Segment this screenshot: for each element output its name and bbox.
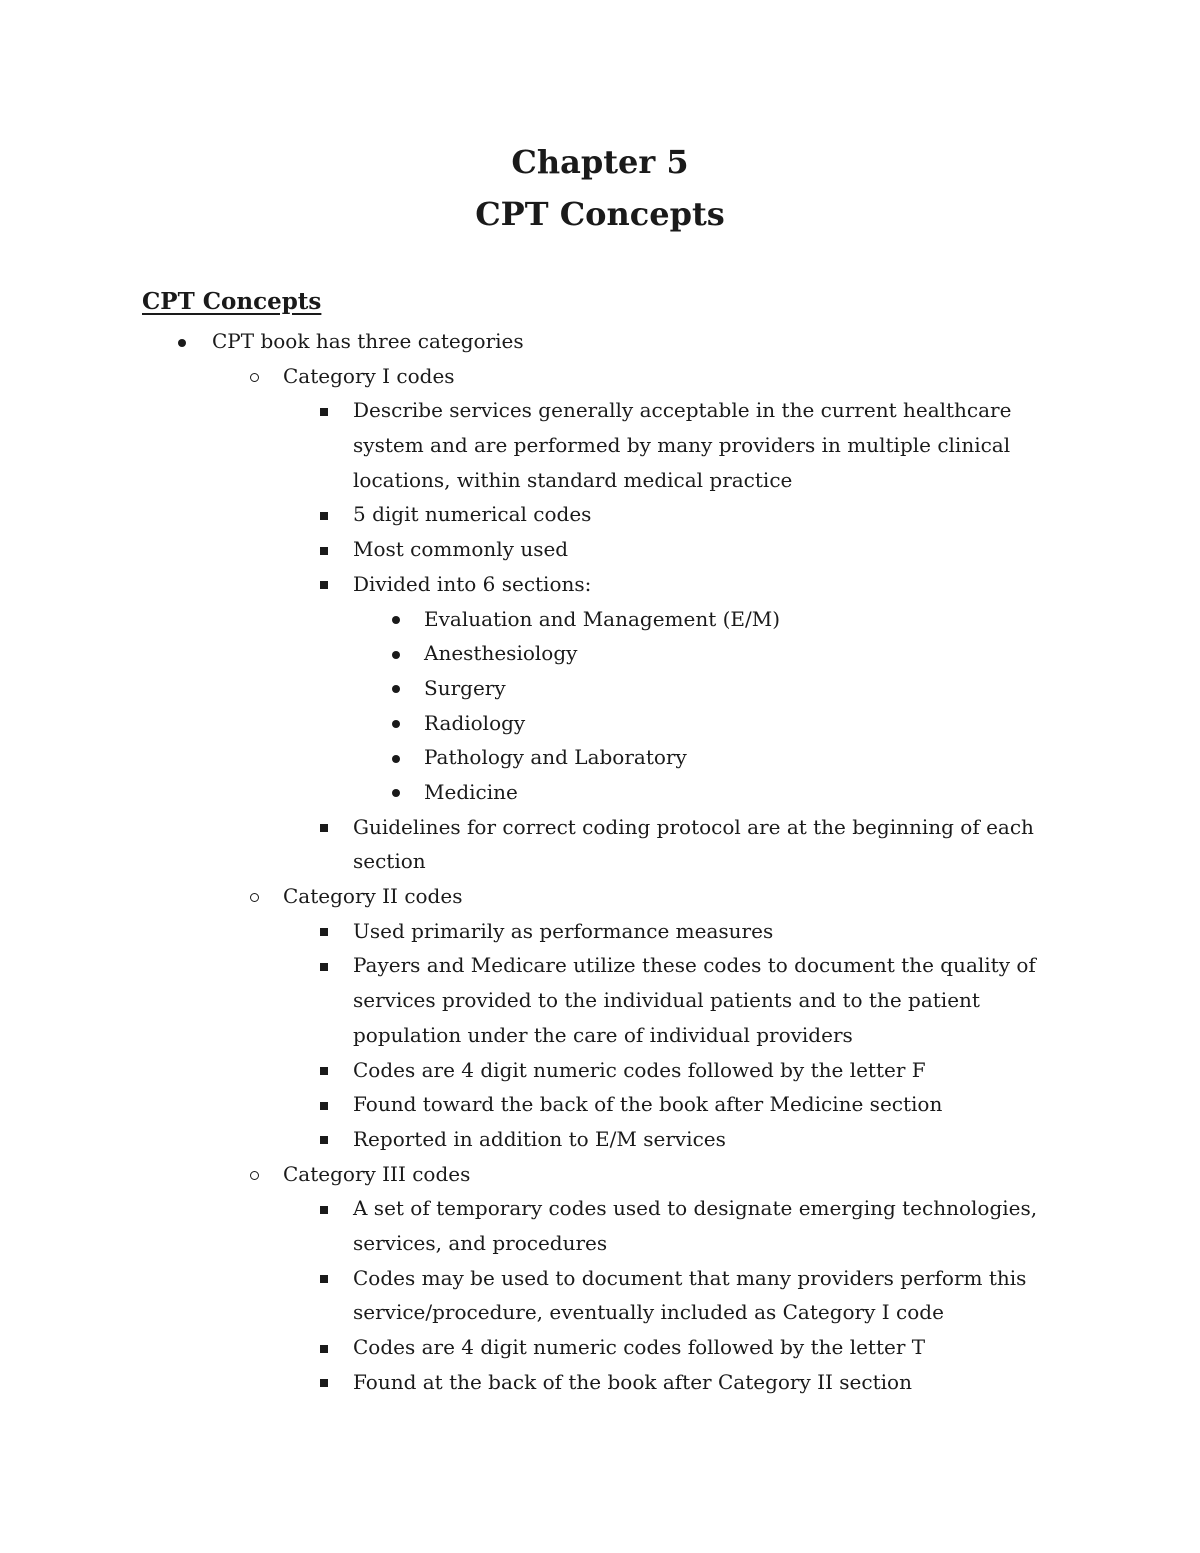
bullet-dot-icon: [386, 636, 406, 671]
list-item-text: Anesthesiology: [424, 641, 578, 666]
list-item-text: Found toward the back of the book after Medicine section: [353, 1092, 943, 1117]
list-item: [0, 1365, 1200, 1400]
list-item: [0, 1330, 1200, 1365]
bullet-dot-icon: [386, 671, 406, 706]
chapter-number: Chapter 5: [511, 143, 689, 181]
list-item-text: Codes are 4 digit numeric codes followed by the letter F: [353, 1057, 926, 1082]
category-label: Category I codes: [283, 363, 455, 388]
bullet-square-icon: [314, 1087, 334, 1122]
list-item: [0, 1122, 1200, 1157]
list-item: [0, 775, 1200, 810]
list-item: [0, 497, 1200, 532]
bullet-square-icon: [314, 914, 334, 949]
list-item: [0, 706, 1200, 741]
list-item: [0, 1191, 1200, 1260]
bullet-square-icon: [314, 1330, 334, 1365]
list-item-text: 5 digit numerical codes: [353, 502, 592, 527]
bullet-dot-icon: [386, 706, 406, 741]
document-title: [0, 136, 1200, 240]
list-item: [0, 359, 1200, 394]
list-item: [0, 393, 1200, 497]
list-item: [0, 532, 1200, 567]
list-item-text: Codes may be used to document that many providers perform this service/procedure, eventually included as Category I code: [353, 1265, 1027, 1325]
bullet-square-icon: [314, 810, 334, 845]
outline-list: [0, 324, 1200, 1399]
bullet-square-icon: [314, 948, 334, 983]
list-item: [0, 1087, 1200, 1122]
bullet-square-icon: [314, 1053, 334, 1088]
list-item-text: Divided into 6 sections:: [353, 571, 592, 596]
list-item-text: Guidelines for correct coding protocol are at the beginning of each section: [353, 814, 1034, 874]
list-item-text: Medicine: [424, 779, 518, 804]
bullet-dot-icon: [386, 740, 406, 775]
list-item-text: Payers and Medicare utilize these codes to document the quality of services provided to the individual patients and to the patient population under the care of individual providers: [353, 953, 1036, 1047]
list-item-text: Radiology: [424, 710, 526, 735]
list-item-text: Describe services generally acceptable in the current healthcare system and are performed by many providers in multiple clinical locations, within standard medical practice: [353, 398, 1012, 492]
list-item-text: CPT book has three categories: [212, 329, 524, 353]
section-heading: CPT Concepts: [142, 288, 322, 315]
bullet-square-icon: [314, 1261, 334, 1296]
category-label: Category II codes: [283, 884, 463, 909]
list-item-text: Used primarily as performance measures: [353, 918, 774, 943]
bullet-ring-icon: [244, 359, 264, 394]
bullet-square-icon: [314, 1365, 334, 1400]
bullet-square-icon: [314, 497, 334, 532]
chapter-title: CPT Concepts: [475, 195, 725, 233]
list-item: [0, 948, 1200, 1052]
list-item: [0, 879, 1200, 914]
list-item: [0, 1053, 1200, 1088]
list-item: [0, 671, 1200, 706]
list-item: [0, 567, 1200, 602]
list-item-text: Most commonly used: [353, 537, 569, 562]
list-item: [0, 1261, 1200, 1330]
list-item: [0, 1157, 1200, 1192]
list-item: [0, 740, 1200, 775]
list-item-text: Evaluation and Management (E/M): [424, 606, 781, 631]
bullet-dot-icon: [386, 775, 406, 810]
list-item: [0, 636, 1200, 671]
bullet-square-icon: [314, 1122, 334, 1157]
list-item-text: A set of temporary codes used to designate emerging technologies, services, and procedures: [353, 1196, 1038, 1255]
list-item: [0, 810, 1200, 879]
list-item-text: Surgery: [424, 675, 506, 700]
bullet-square-icon: [314, 393, 334, 428]
bullet-square-icon: [314, 532, 334, 567]
bullet-dot-icon: [386, 602, 406, 637]
bullet-dot-icon: [172, 324, 192, 359]
bullet-square-icon: [314, 567, 334, 602]
bullet-ring-icon: [244, 1157, 264, 1192]
list-item: [0, 602, 1200, 637]
list-item-text: Found at the back of the book after Category II section: [353, 1369, 912, 1394]
list-item: [0, 914, 1200, 949]
bullet-ring-icon: [244, 879, 264, 914]
bullet-square-icon: [314, 1191, 334, 1226]
category-label: Category III codes: [283, 1161, 471, 1186]
list-item: [0, 324, 1200, 359]
list-item-text: Codes are 4 digit numeric codes followed by the letter T: [353, 1335, 926, 1360]
list-item-text: Pathology and Laboratory: [424, 745, 687, 770]
list-item-text: Reported in addition to E/M services: [353, 1126, 726, 1151]
